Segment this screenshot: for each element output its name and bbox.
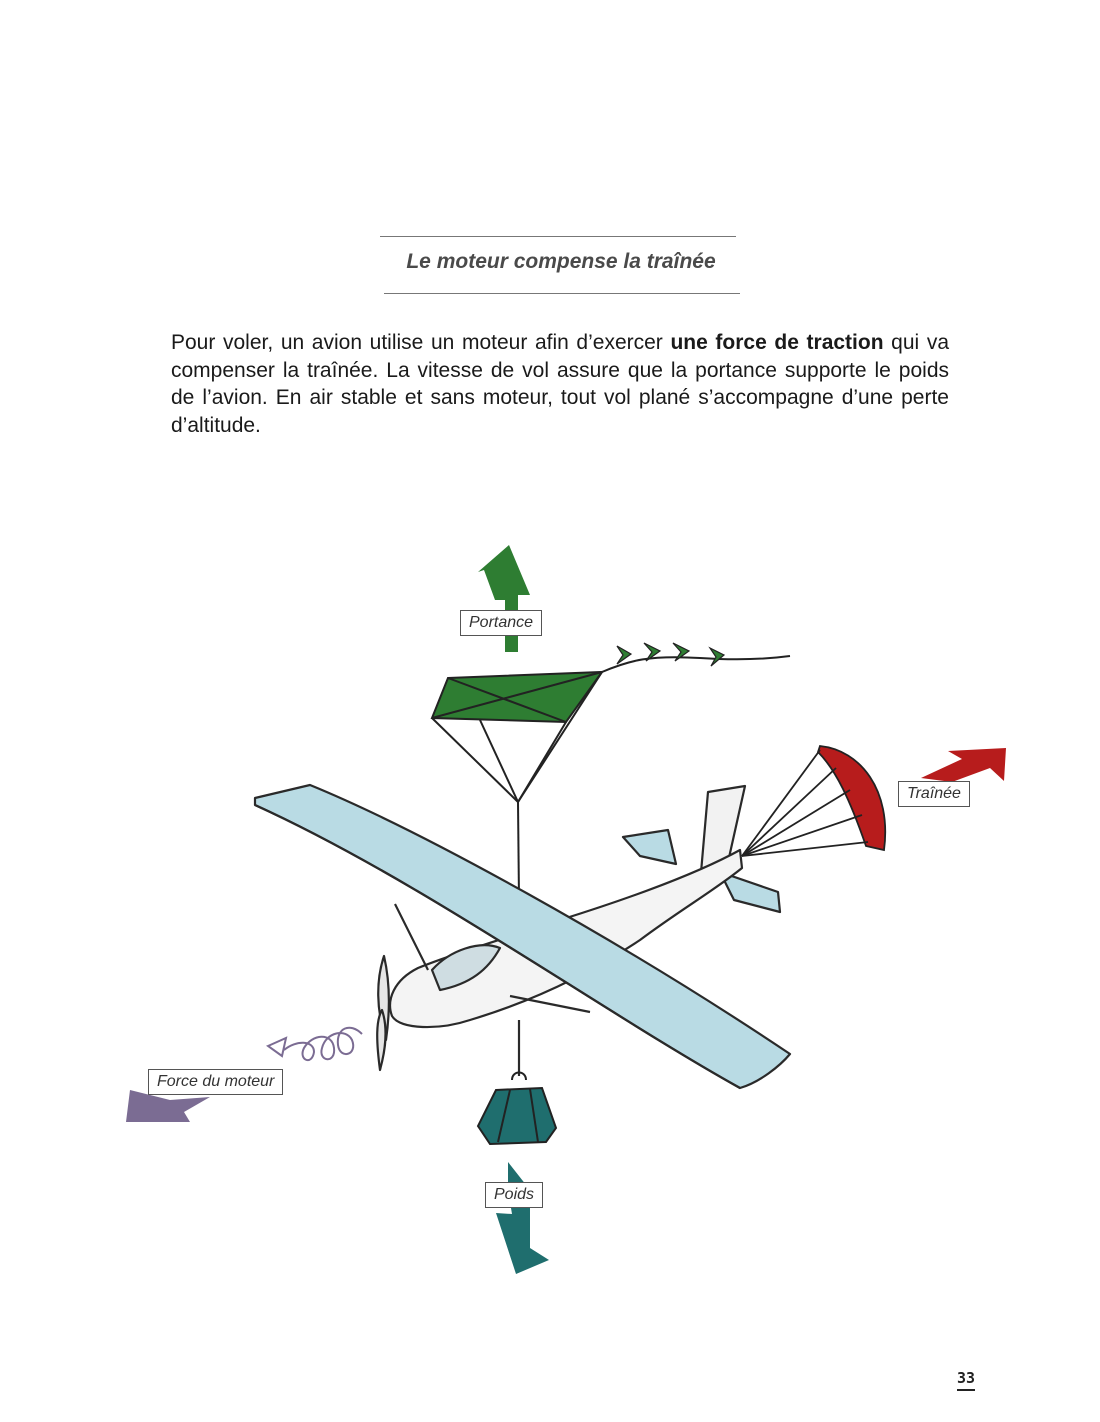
label-poids: Poids <box>485 1182 543 1208</box>
weight-arrow-shape <box>496 1162 549 1274</box>
forces-illustration-svg <box>0 500 1100 1320</box>
kite-tail-bows <box>617 643 724 666</box>
forces-illustration <box>0 500 1100 1320</box>
parachute-canopy <box>818 746 885 850</box>
paragraph-text-start: Pour voler, un avion utilise un moteur afin d’exercer <box>171 331 671 354</box>
weight-bag-body <box>478 1088 556 1144</box>
thrust-swirl-icon <box>268 1028 362 1060</box>
label-trainee: Traînée <box>898 781 970 807</box>
paragraph-text-end: qui va compenser la traînée. La vitesse de vol assure que la portance supporte le poids de l’avion. En air stable et sans moteur, tout vol plané s’accompagne d’une perte d’altitude. <box>171 331 949 437</box>
weight-bag-icon <box>478 1073 556 1145</box>
label-portance: Portance <box>460 610 542 636</box>
airplane-icon <box>255 785 790 1088</box>
drag-arrow <box>921 748 1006 782</box>
weight-arrow <box>496 1162 549 1274</box>
drag-arrow-shape <box>921 748 1006 782</box>
title-rule-top <box>380 236 736 237</box>
section-title: Le moteur compense la traînée <box>406 250 716 273</box>
label-force-du-moteur: Force du moteur <box>148 1069 283 1095</box>
page-number: 33 <box>957 1369 975 1391</box>
title-rule-bottom <box>384 293 740 294</box>
drag-parachute-icon <box>742 746 885 856</box>
body-paragraph <box>171 329 949 439</box>
paragraph-bold-phrase: une force de traction <box>670 331 884 354</box>
